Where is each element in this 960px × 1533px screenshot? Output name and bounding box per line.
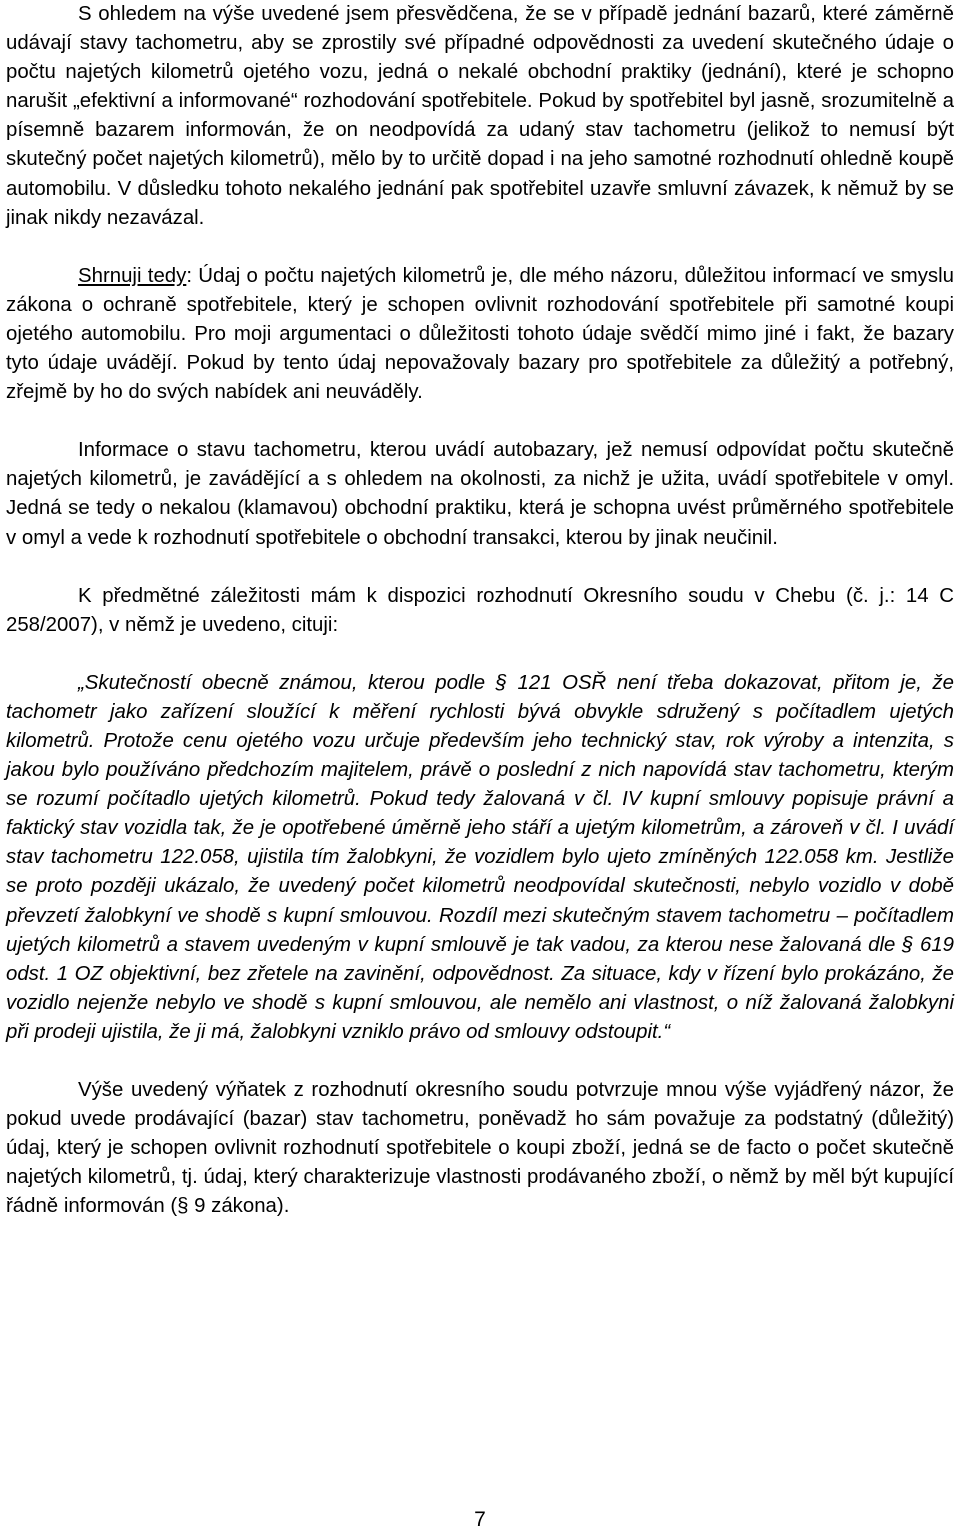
summary-text: : Údaj o počtu najetých kilometrů je, dle mého názoru, důležitou informací ve smyslu zákona o ochraně spotřebitele, který je schopen ovlivnit rozhodování spotřebitele při samotné koupi ojetého automobilu. Pro moji argumentaci o důležitosti tohoto údaje svědčí mimo jiné i fakt, že bazary tyto údaje uvádějí. Pokud by tento údaj nepovažovaly bazary pro spotřebitele za důležitý a potřebný, zřejmě by ho do svých nabídek ani neuváděly. <box>6 264 954 404</box>
paragraph-gap <box>6 640 954 669</box>
paragraph-court-reference: K předmětné záležitosti mám k dispozici rozhodnutí Okresního soudu v Chebu (č. j.: 14 C 258/2007), v němž je uvedeno, cituji: <box>6 584 954 636</box>
paragraph-gap <box>6 233 954 262</box>
paragraph-gap <box>6 1047 954 1076</box>
paragraph-final: Výše uvedený výňatek z rozhodnutí okresního soudu potvrzuje mnou výše vyjádřený názor, že pokud uvede prodávající (bazar) stav tachometru, poněvadž ho sám považuje za podstatný (důležitý) údaj, který je schopen ovlivnit rozhodnutí spotřebitele o koupi zboží, jedná se de facto o počet skutečně najetých kilometrů, tj. údaj, který charakterizuje vlastnosti prodávaného zboží, o němž by měl být kupující řádně informován (§ 9 zákona). <box>6 1079 954 1218</box>
paragraph-tachometer-info: Informace o stavu tachometru, kterou uvádí autobazary, jež nemusí odpovídat počtu skutečně najetých kilometrů, je zavádějící a s ohledem na okolnosti, za nichž je užita, uvádí spotřebitele v omyl. Jedná se tedy o nekalou (klamavou) obchodní praktiku, která je schopna uvést průměrného spotřebitele v omyl a vede k rozhodnutí spotřebitele o obchodní transakci, kterou by jinak neučinil. <box>6 439 954 549</box>
summary-label: Shrnuji tedy <box>78 264 187 287</box>
paragraph-conclusion: S ohledem na výše uvedené jsem přesvědčena, že se v případě jednání bazarů, které záměrně udávají stavy tachometru, aby se zprostily své případné odpovědnosti za uvedení skutečného údaje o počtu najetých kilometrů ojetého vozu, jedná o nekalé obchodní praktiky (jednání), které je schopno narušit „efektivní a informované“ rozhodování spotřebitele. Pokud by spotřebitel byl jasně, srozumitelně a písemně bazarem informován, že on neodpovídá za udaný stav tachometru (jelikož to nemusí být skutečný počet najetých kilometrů), mělo by to určitě dopad i na jeho samotné rozhodnutí ohledně koupě automobilu. V důsledku tohoto nekalého jednání pak spotřebitel uzavře smluvní závazek, k němuž by se jinak nikdy nezavázal. <box>6 3 954 229</box>
paragraph-summary <box>6 262 954 407</box>
paragraph-gap <box>6 407 954 436</box>
paragraph-gap <box>6 553 954 582</box>
document-page <box>6 0 954 1221</box>
court-quote: „Skutečností obecně známou, kterou podle § 121 OSŘ není třeba dokazovat, přitom je, že tachometr jako zařízení sloužící k měření rychlosti bývá obvykle sdružený s počítadlem ujetých kilometrů. Protože cenu ojetého vozu určuje především jeho technický stav, rok výroby a intenzita, s jakou bylo používáno předchozím majitelem, právě o poslední z nich napovídá stav tachometru, kterým se rozumí počítadlo ujetých kilometrů. Pokud tedy žalovaná v čl. IV kupní smlouvy popisuje právní a faktický stav vozidla tak, že je opotřebené úměrně jeho stáří a ujetým kilometrům, a zároveň v čl. I uvádí stav tachometru 122.058, ujistila tím žalobkyni, že vozidlem bylo ujeto zmíněných 122.058 km. Jestliže se proto později ukázalo, že uvedený počet kilometrů neodpovídal skutečnosti, nebylo vozidlo v době převzetí žalobkyní ve shodě s kupní smlouvou. Rozdíl mezi skutečným stavem tachometru – počítadlem ujetých kilometrů a stavem uvedeným v kupní smlouvě je tak vadou, za kterou nese žalovaná dle § 619 odst. 1 OZ objektivní, bez zřetele na zavinění, odpovědnost. Za situace, kdy v řízení bylo prokázáno, že vozidlo nejenže nebylo ve shodě s kupní smlouvou, ale nemělo ani vlastnost, o níž žalovaná žalobkyni při prodeji ujistila, že ji má, žalobkyni vzniklo právo od smlouvy odstoupit.“ <box>6 671 954 1043</box>
page-number: 7 <box>474 1508 486 1531</box>
